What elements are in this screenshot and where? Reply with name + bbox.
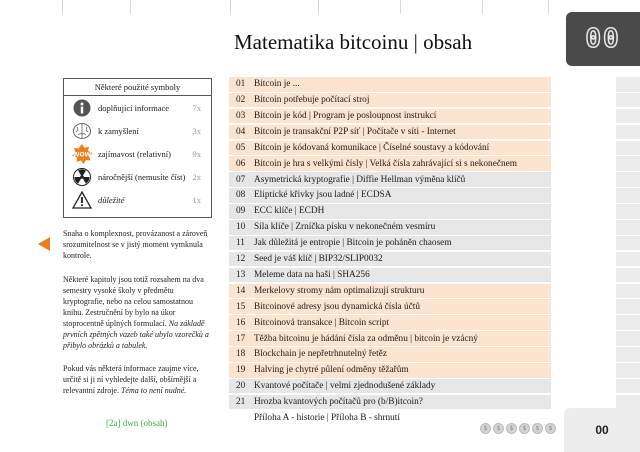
- toc-row-label: Síla klíče | Zrníčka písku v nekonečném vesmíru: [254, 222, 436, 233]
- chapter-tab[interactable]: [616, 109, 640, 124]
- toc-row[interactable]: [229, 188, 551, 203]
- chapter-tab[interactable]: [616, 220, 640, 235]
- toc-row-number: 08: [236, 190, 246, 201]
- coin-dot-icon: $: [545, 423, 556, 434]
- toc-row[interactable]: [229, 268, 551, 283]
- toc-row[interactable]: [229, 299, 551, 314]
- toc-row-label: Bitcoinová transakce | Bitcoin script: [254, 317, 390, 328]
- toc-row-label: Eliptické křivky jsou ladné | ECDSA: [254, 190, 392, 201]
- toc-row-number: 15: [236, 301, 246, 312]
- chapter-tab[interactable]: [616, 284, 640, 299]
- wow-icon: [71, 144, 93, 164]
- toc-row-number: 11: [236, 238, 245, 249]
- chapter-tab[interactable]: [616, 252, 640, 267]
- toc-row-label: Bitcoin je kód | Program je posloupnost instrukcí: [254, 111, 437, 122]
- chapter-tab-strip: [616, 77, 640, 411]
- toc-row-number: 16: [236, 317, 246, 328]
- legend-item: WOW zajímavost (relativní) 9x: [64, 142, 211, 165]
- download-link[interactable]: [2a] dwn (obsah): [106, 418, 168, 428]
- toc-row-number: 19: [236, 365, 246, 376]
- toc-row-label: Merkelovy stromy nám optimalizují strukturu: [254, 285, 425, 296]
- chapter-tab[interactable]: [616, 125, 640, 140]
- chapter-tab[interactable]: [616, 141, 640, 156]
- toc-row-label: Příloha A - historie | Příloha B - shrnutí: [254, 412, 400, 423]
- toc-row-number: 01: [236, 79, 246, 90]
- toc-row-number: 09: [236, 206, 246, 217]
- toc-row-label: Bitcoin je ...: [254, 79, 300, 90]
- toc-row-label: Bitcoin potřebuje počítací stroj: [254, 95, 370, 106]
- chapter-tab[interactable]: [616, 347, 640, 362]
- chapter-tab[interactable]: [616, 188, 640, 203]
- coin-dot-icon: $: [506, 423, 517, 434]
- intro-paragraph: Snaha o komplexnost, provázanost a zároveň srozumitelnost se v jistý moment vymknula kontrole.: [63, 229, 208, 260]
- toc-row[interactable]: [229, 93, 551, 108]
- toc-row-number: 21: [236, 397, 246, 408]
- toc-row-label: Hrozba kvantových počítačů pro (b/B)itcoin?: [254, 397, 423, 408]
- back-arrow-icon[interactable]: [38, 237, 50, 251]
- chapter-tab[interactable]: [616, 268, 640, 283]
- toc-row-number: 12: [236, 254, 246, 265]
- toc-row-number: 13: [236, 269, 246, 280]
- legend-item: k zamyšlení 3x: [64, 119, 211, 142]
- chapter-tab[interactable]: [616, 379, 640, 394]
- toc-row-number: 20: [236, 381, 246, 392]
- table-of-contents: [229, 77, 551, 427]
- coin-dot-icon: $: [493, 423, 504, 434]
- chapter-tab[interactable]: [616, 172, 640, 187]
- toc-row-label: Meleme data na haši | SHA256: [254, 269, 370, 280]
- coin-dot-icon: $: [532, 423, 543, 434]
- toc-row-label: Halving je chytré půlení odměny těžařům: [254, 365, 409, 376]
- toc-row[interactable]: [229, 220, 551, 235]
- chapter-tab[interactable]: [616, 363, 640, 378]
- radiation-icon: [71, 167, 93, 187]
- toc-row-label: Bitcoin je transakční P2P síť | Počítače v síti - Internet: [254, 126, 456, 137]
- toc-row[interactable]: [229, 252, 551, 267]
- toc-row[interactable]: [229, 347, 551, 362]
- sources-paragraph: Pokud vás některá informace zaujme více, určitě si ji ní vyhledejte další, obšírnější a relevantní zdroje. Téma to není nudné.: [63, 364, 199, 395]
- warning-icon: [71, 190, 93, 210]
- toc-row-number: 05: [236, 142, 246, 153]
- toc-row-label: Bitcoin je kódovaná komunikace | Číselné soustavy a kódování: [254, 142, 490, 153]
- toc-row-label: Bitcoin je hra s velkými čísly | Velká čísla zahrávající si s nekonečnem: [254, 158, 517, 169]
- chapter-tab[interactable]: [616, 331, 640, 346]
- coin-indicator-row: [480, 423, 556, 434]
- coin-dot-icon: $: [519, 423, 530, 434]
- toc-row-label: Kvantové počítače | velmi zjednodušené základy: [254, 381, 436, 392]
- toc-row[interactable]: [229, 141, 551, 156]
- chapter-note-paragraph: Některé kapitoly jsou totiž rozsahem na dva semestry vysoké školy v předmětu kryptografie, nebo na celou samostatnou knihu. Zestručnění by bylo na úkor stoprocentně úplných formulací. Na základě prvních zpětných vazeb také ubylo vzorečků a přibylo obrázků a tabulek.: [63, 275, 209, 350]
- page-badge-number: 00: [585, 24, 621, 54]
- toc-row-label: Těžba bitcoinu je hádání čísla za odměnu | bitcoin je vzácný: [254, 333, 478, 344]
- toc-row-label: Asymetrická kryptografie | Diffie Hellman výměna klíčů: [254, 174, 466, 185]
- chapter-tab[interactable]: [616, 315, 640, 330]
- toc-row-label: Bitcoinové adresy jsou dynamická čísla účtů: [254, 301, 421, 312]
- toc-row[interactable]: [229, 109, 551, 124]
- brain-icon: [71, 121, 93, 141]
- chapter-tab[interactable]: [616, 156, 640, 171]
- legend-heading: Některé použité symboly: [64, 79, 211, 96]
- toc-row[interactable]: [229, 77, 551, 92]
- toc-row[interactable]: [229, 236, 551, 251]
- toc-row[interactable]: [229, 315, 551, 330]
- toc-row[interactable]: [229, 331, 551, 346]
- toc-row[interactable]: [229, 395, 551, 410]
- legend-item: důležité 1x: [64, 188, 211, 211]
- toc-row-number: 17: [236, 333, 246, 344]
- info-icon: [71, 98, 93, 118]
- chapter-tab[interactable]: [616, 77, 640, 92]
- chapter-tab[interactable]: [616, 299, 640, 314]
- svg-text:WOW: WOW: [72, 151, 92, 158]
- coin-dot-icon: $: [480, 423, 491, 434]
- toc-row[interactable]: [229, 379, 551, 394]
- toc-row-number: 14: [236, 285, 246, 296]
- toc-row-number: 06: [236, 158, 246, 169]
- toc-row[interactable]: [229, 172, 551, 187]
- toc-row-label: ECC klíče | ECDH: [254, 206, 325, 217]
- legend-item: doplňující informace 7x: [64, 96, 211, 119]
- toc-row[interactable]: [229, 156, 551, 171]
- toc-row[interactable]: [229, 125, 551, 140]
- legend-item: náročnější (nemusíte číst) 2x: [64, 165, 211, 188]
- chapter-tab[interactable]: [616, 93, 640, 108]
- chapter-tab[interactable]: [616, 236, 640, 251]
- toc-row-label: Blockchain je nepřetrhnutelný řetěz: [254, 349, 387, 360]
- toc-row[interactable]: [229, 284, 551, 299]
- toc-row-number: 03: [236, 111, 246, 122]
- toc-row-label: Jak důležitá je entropie | Bitcoin je poháněn chaosem: [254, 238, 452, 249]
- toc-row-number: 10: [236, 222, 246, 233]
- toc-row-number: 04: [236, 126, 246, 137]
- top-ruler: [0, 0, 640, 14]
- toc-row-number: 18: [236, 349, 246, 360]
- page-title: Matematika bitcoinu | obsah: [234, 30, 473, 54]
- page-badge: [566, 12, 640, 66]
- toc-row-number: 07: [236, 174, 246, 185]
- toc-row-label: Seed je váš klíč | BIP32/SLIP0032: [254, 254, 383, 265]
- toc-row[interactable]: [229, 204, 551, 219]
- page-number: 00: [564, 408, 640, 452]
- toc-row-number: 02: [236, 95, 246, 106]
- chapter-tab[interactable]: [616, 204, 640, 219]
- toc-row[interactable]: [229, 363, 551, 378]
- symbol-legend: [63, 78, 212, 218]
